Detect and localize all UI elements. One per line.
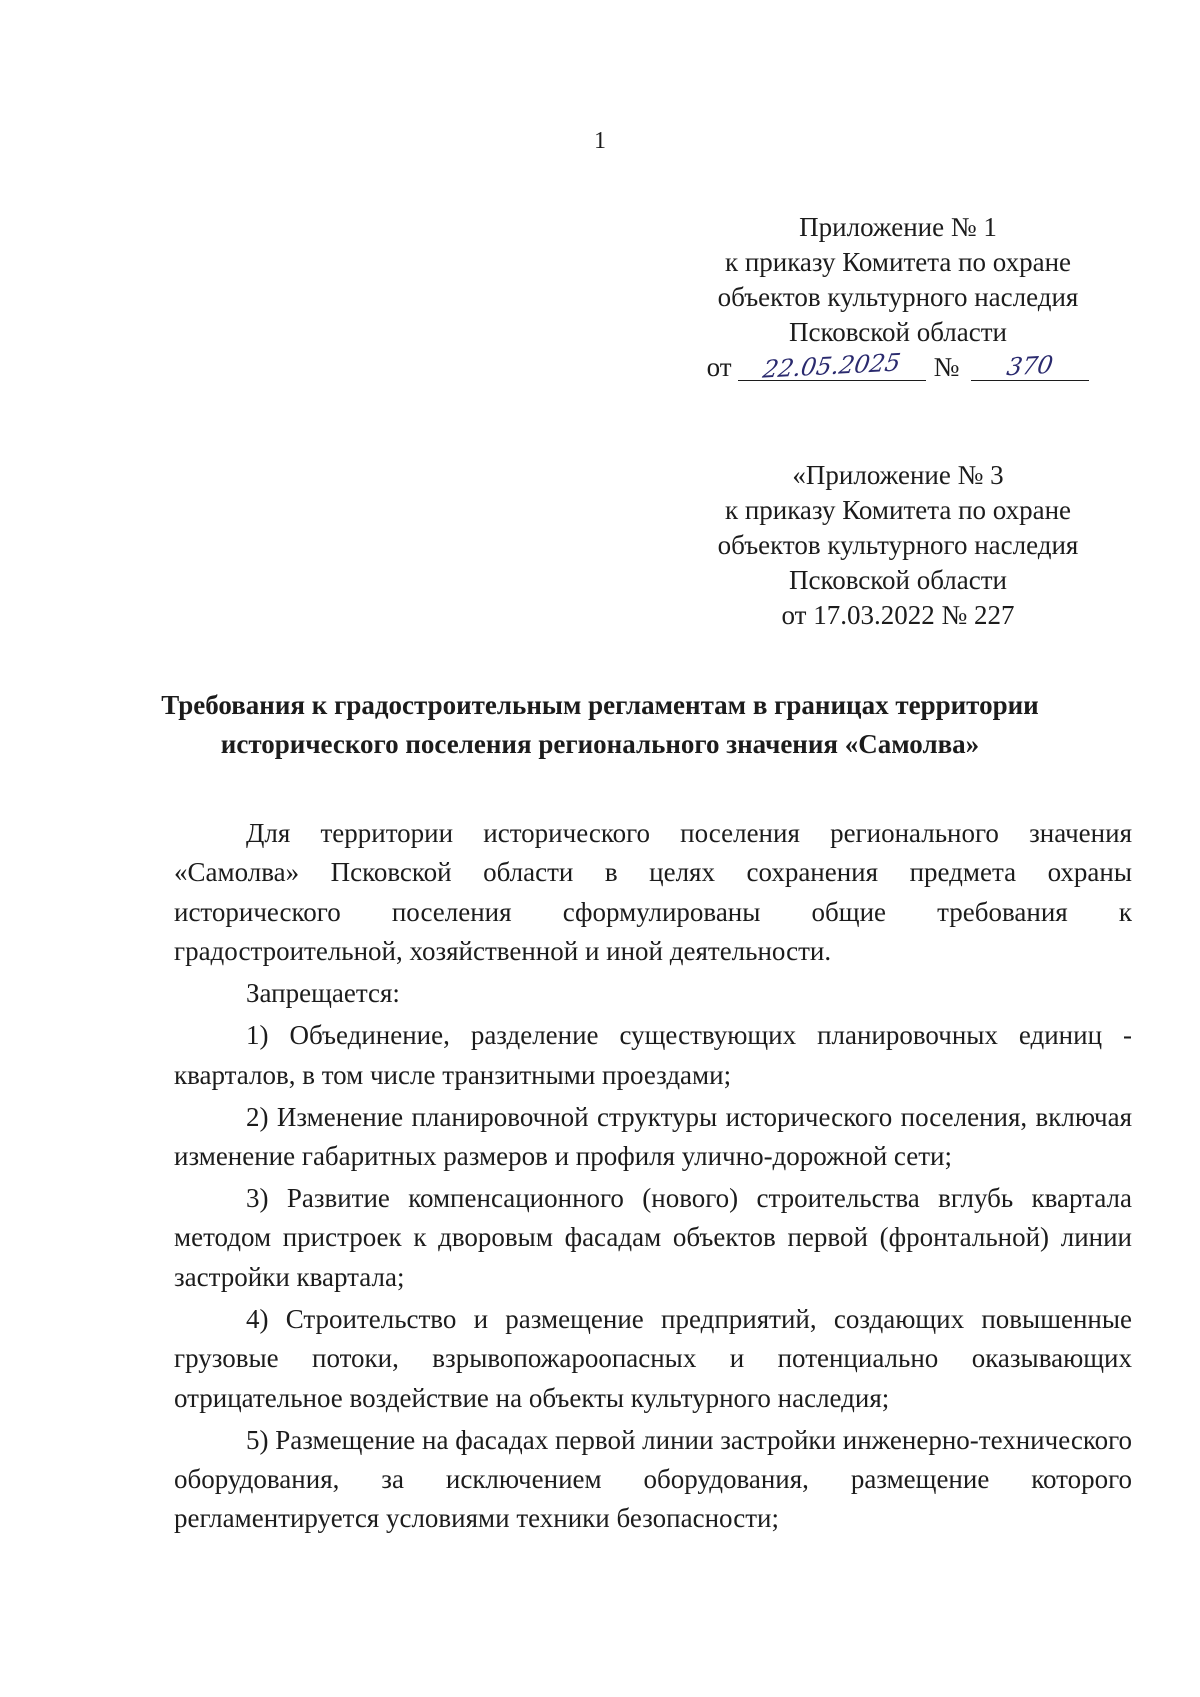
appendix-3-date: от 17.03.2022 № 227 xyxy=(781,600,1015,630)
list-item-4: 4) Строительство и размещение предприятий, создающих повышенные грузовые потоки, взрывопожароопасных и потенциально оказывающих отрицательное воздействие на объекты культурного наследия; xyxy=(174,1303,1132,1413)
appendix-1-title: Приложение № 1 xyxy=(799,212,997,242)
appendix-1-region: Псковской области xyxy=(788,317,1007,347)
document-body xyxy=(174,814,1132,1541)
handwritten-date: 22.05.2025 xyxy=(738,352,926,381)
appendix-1-order-ref: к приказу Комитета по охране xyxy=(724,247,1072,277)
intro-paragraph: Для территории исторического поселения регионального значения «Самолва» Псковской области в целях сохранения предмета охраны исторического поселения сформулированы общие требования к градостроительной, хозяйственной и иной деятельности. xyxy=(174,818,1132,967)
appendix-3-region: Псковской области xyxy=(788,565,1007,595)
title-line-1: Требования к градостроительным регламентам в границах территории xyxy=(161,690,1039,720)
list-item-1: 1) Объединение, разделение существующих планировочных единиц - кварталов, в том числе транзитными проездами; xyxy=(174,1020,1132,1090)
appendix-3-header xyxy=(668,458,1128,633)
handwritten-number: 370 xyxy=(971,352,1089,381)
number-prefix: № xyxy=(933,352,960,382)
list-item-2: 2) Изменение планировочной структуры исторического поселения, включая изменение габаритных размеров и профиля улично-дорожной сети; xyxy=(174,1101,1132,1172)
appendix-3-committee: объектов культурного наследия xyxy=(717,530,1079,560)
page-number: 1 xyxy=(594,128,606,154)
appendix-1-committee: объектов культурного наследия xyxy=(717,282,1079,312)
appendix-3-title: «Приложение № 3 xyxy=(792,460,1004,490)
appendix-1-date-line xyxy=(668,350,1128,385)
prohibited-heading: Запрещается: xyxy=(246,978,400,1009)
title-line-2: исторического поселения регионального значения «Самолва» xyxy=(220,729,980,759)
appendix-3-order-ref: к приказу Комитета по охране xyxy=(724,495,1072,525)
appendix-1-header xyxy=(668,210,1128,385)
document-title xyxy=(100,686,1100,764)
date-prefix: от xyxy=(706,352,732,382)
list-item-3: 3) Развитие компенсационного (нового) строительства вглубь квартала методом пристроек к дворовым фасадам объектов первой (фронтальной) линии застройки квартала; xyxy=(174,1183,1132,1292)
list-item-5: 5) Размещение на фасадах первой линии застройки инженерно-технического оборудования, за исключением оборудования, размещение которого регламентируется условиями техники безопасности; xyxy=(174,1424,1132,1534)
